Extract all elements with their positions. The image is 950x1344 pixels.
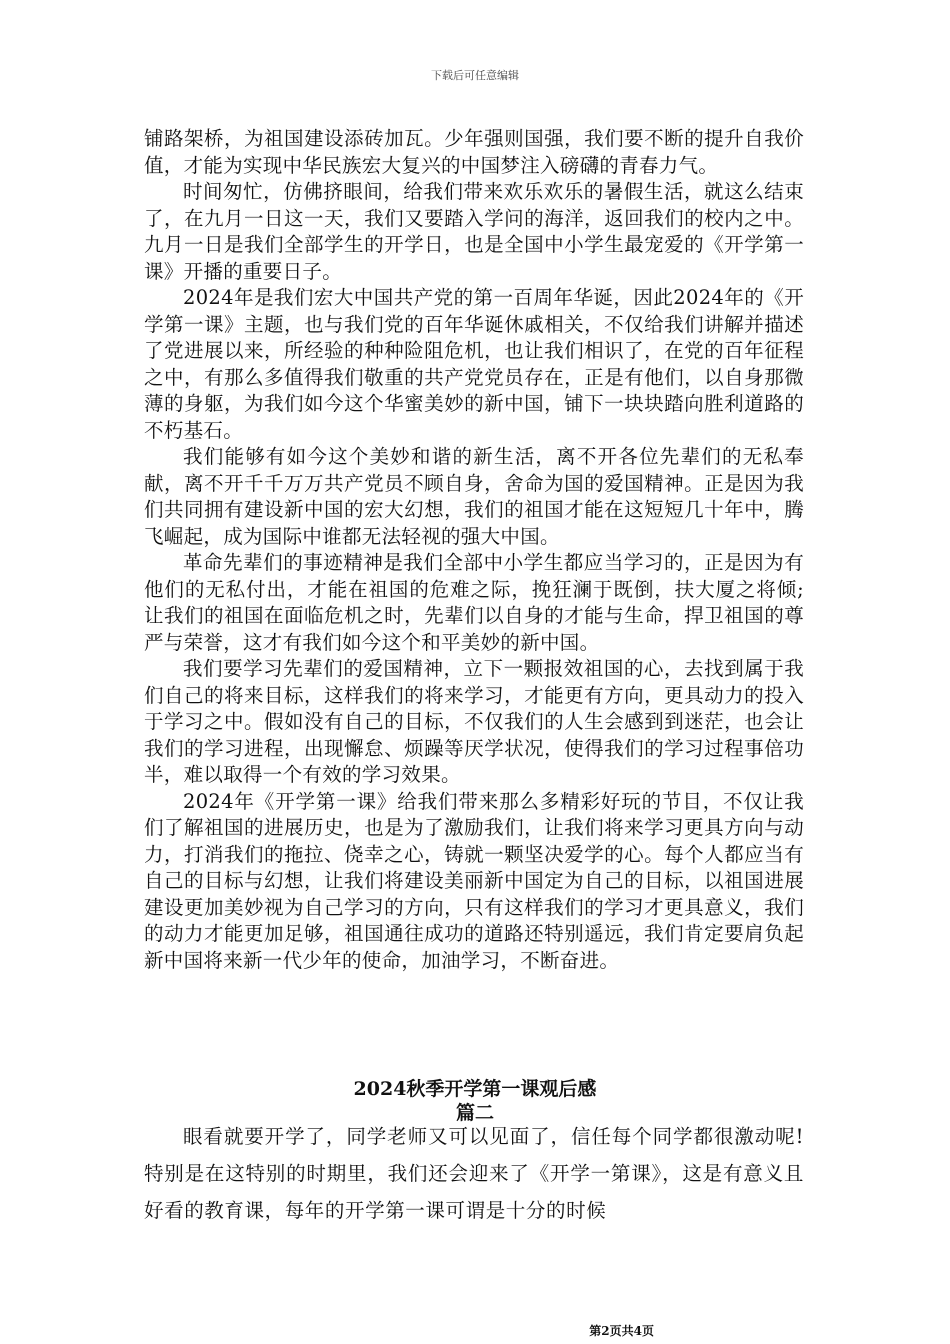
paragraph: 2024年是我们宏大中国共产党的第一百周年华诞，因此2024年的《开学第一课》主题，也与我们党的百年华诞休戚相关，不仅给我们讲解并描述了党进展以来，所经验的种种险阻危机，也让我们相识了，在党的百年征程之中，有那么多值得我们敬重的共产党党员存在，正是有他们，以自身那微薄的身躯，为我们如今这个华蜜美妙的新中国，铺下一块块踏向胜利道路的不朽基石。	[144, 286, 804, 442]
section-title: 2024秋季开学第一课观后感	[353, 1078, 597, 1100]
paragraph: 时间匆忙，仿佛挤眼间，给我们带来欢乐欢乐的暑假生活，就这么结束了，在九月一日这一天，我们又要踏入学问的海洋，返回我们的校内之中。九月一日是我们全部学生的开学日，也是全国中小学生最宠爱的《开学第一课》开播的重要日子。	[144, 180, 804, 283]
paragraph: 我们要学习先辈们的爱国精神，立下一颗报效祖国的心，去找到属于我们自己的将来目标，这样我们的将来学习，才能更有方向，更具动力的投入于学习之中。假如没有自己的目标，不仅我们的人生会感到到迷茫，也会让我们的学习进程，出现懈怠、烦躁等厌学状况，使得我们的学习过程事倍功半，难以取得一个有效的学习效果。	[144, 657, 804, 786]
body-text-2	[144, 1118, 804, 1229]
paragraph: 眼看就要开学了，同学老师又可以见面了，信任每个同学都很激动呢!特别是在这特别的时期里，我们还会迎来了《开学一第课》，这是有意义且好看的教育课，每年的开学第一课可谓是十分的时候	[144, 1125, 804, 1222]
paragraph: 革命先辈们的事迹精神是我们全部中小学生都应当学习的，正是因为有他们的无私付出，才能在祖国的危难之际，挽狂澜于既倒，扶大厦之将倾;让我们的祖国在面临危机之时，先辈们以自身的才能与生命，捍卫祖国的尊严与荣誉，这才有我们如今这个和平美妙的新中国。	[144, 551, 804, 654]
section-subtitle: 篇二	[455, 1102, 494, 1124]
paragraph: 铺路架桥，为祖国建设添砖加瓦。少年强则国强，我们要不断的提升自我价值，才能为实现中华民族宏大复兴的中国梦注入磅礴的青春力气。	[144, 127, 804, 177]
page-header: 下载后可任意编辑	[431, 69, 519, 82]
paragraph: 2024年《开学第一课》给我们带来那么多精彩好玩的节目，不仅让我们了解祖国的进展历史，也是为了激励我们，让我们将来学习更具方向与动力，打消我们的拖拉、侥幸之心，铸就一颗坚决爱学的心。每个人都应当有自己的目标与幻想，让我们将建设美丽新中国定为自己的目标，以祖国进展建设更加美妙视为自己学习的方向，只有这样我们的学习才更具意义，我们的动力才能更加足够，祖国通往成功的道路还特别遥远，我们肯定要肩负起新中国将来新一代少年的使命，加油学习，不断奋进。	[144, 789, 804, 972]
page-number: 第2页共4页	[589, 1324, 654, 1338]
paragraph: 我们能够有如今这个美妙和谐的新生活，离不开各位先辈们的无私奉献，离不开千千万万共产党员不顾自身，舍命为国的爱国精神。正是因为我们共同拥有建设新中国的宏大幻想，我们的祖国才能在这短短几十年中，腾飞崛起，成为国际中谁都无法轻视的强大中国。	[144, 445, 804, 548]
body-text	[144, 126, 804, 974]
